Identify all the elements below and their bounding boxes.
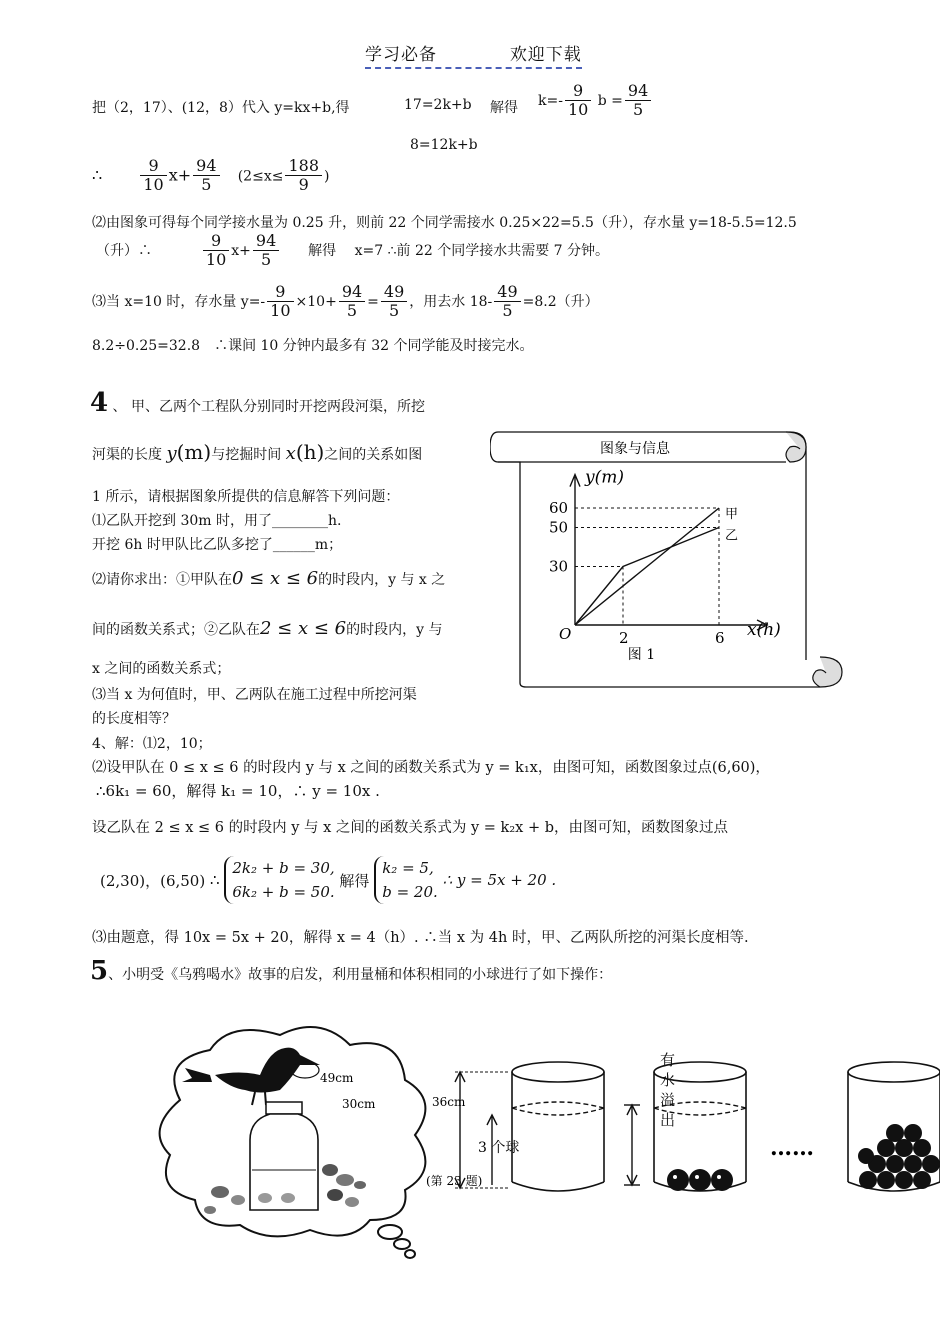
equation-system-1: 2k₂ + b = 30, 6k₂ + b = 50.: [224, 856, 334, 904]
sol3-part3-line1: ⑶当 x=10 时，存水量 y=- $\frac{9}{10}$ ×10+ $\frac{94}{5}$ = $\frac{49}{5}$ ，用去水 18- $\frac{49}{5}$ =8.2（升）: [92, 282, 599, 321]
series-line-1: [575, 508, 719, 625]
sol3-k-value: [538, 82, 653, 120]
sol3-eq2: 8=12k+b: [410, 137, 478, 153]
fraction: $\frac{9}{10}$: [203, 232, 229, 270]
y-tick-label: 50: [549, 518, 569, 537]
figure-label: (第 23 题): [426, 1174, 483, 1188]
y-tick-label: 60: [549, 499, 569, 517]
chart-plot: [549, 468, 781, 663]
ans4-line4: (2,30)，(6,50) ∴ 2k₂ + b = 30, 6k₂ + b = 50. 解得 k₂ = 5, b = 20. ∴ y = 5x + 20 .: [100, 856, 556, 904]
fraction: $\frac{94}{5}$: [253, 232, 279, 270]
sol3-text: 把（2，17）、(12，8）代入 y=kx+b,得: [92, 100, 350, 116]
q4-line10: 的长度相等？: [92, 711, 176, 727]
cylinder-3: [848, 1062, 940, 1191]
cylinder-1: [512, 1062, 604, 1191]
q4-line1: 、 甲、乙两个工程队分别同时开挖两段河渠，所挖: [112, 399, 425, 415]
label-49cm: 49cm: [320, 1071, 354, 1085]
q4-line9: ⑶当 x 为何值时，甲、乙两队在施工过程中所挖河渠: [92, 687, 417, 703]
q4-line8: x 之间的函数关系式；: [92, 661, 231, 677]
b-fraction: $\frac{94}{5}$: [625, 82, 651, 120]
figure-1-chart: [490, 425, 850, 695]
q4-line2: 河渠的长度 y(m)与挖掘时间 x(h)之间的关系如图: [92, 440, 423, 464]
y-tick-label: 30: [549, 557, 569, 576]
x-axis-label: x(h): [747, 620, 781, 640]
q4-line5: 开挖 6h 时甲队比乙队多挖了______m；: [92, 537, 343, 553]
ans4-line1: ⑵设甲队在 0 ≤ x ≤ 6 的时段内 y 与 x 之间的函数关系式为 y = k₁x，由图可知，函数图象过点(6,60)，: [92, 760, 770, 776]
x-tick-label: 2: [619, 629, 629, 647]
series-label-2: 乙: [725, 528, 739, 544]
q5-text: [90, 956, 612, 986]
x-tick-label: 6: [715, 629, 725, 647]
label-3-balls: 3 个球: [478, 1140, 520, 1156]
fraction: $\frac{49}{5}$: [494, 283, 520, 321]
q4-number: 4: [90, 388, 109, 418]
fraction: $\frac{9}{10}$: [140, 157, 166, 195]
q4-text-block: [90, 388, 425, 418]
ans4-line5: ⑶由题意，得 10x = 5x + 20，解得 x = 4（h）. ∴当 x 为 4h 时，甲、乙两队所挖的河渠长度相等.: [92, 930, 749, 946]
sol3-line1: [92, 97, 350, 117]
label-36cm: 36cm: [432, 1095, 466, 1109]
ellipsis: ……: [770, 1135, 814, 1161]
chart-title: 图象与信息: [600, 441, 670, 457]
sol3-part2-line1: ⑵由图象可得每个同学接水量为 0.25 升，则前 22 个同学需接水 0.25×22=5.5（升），存水量 y=18-5.5=12.5: [92, 215, 797, 231]
header-left: 学习必备: [365, 45, 437, 65]
jar-icon: [250, 1102, 318, 1210]
label-30cm: 30cm: [342, 1097, 376, 1111]
fraction: $\frac{94}{5}$: [339, 283, 365, 321]
chart-caption: 图 1: [627, 647, 656, 663]
q4-line7: 间的函数关系式；②乙队在2 ≤ x ≤ 6的时段内，y 与: [92, 618, 443, 639]
ans4-line2: ∴6k₁ = 60，解得 k₁ = 10，∴ y = 10x .: [96, 782, 380, 800]
sol3-part2-line2: （升）∴ $\frac{9}{10}$ x+ $\frac{94}{5}$ 解得 x=7 ∴前 22 个同学接水共需要 7 分钟。: [96, 231, 610, 270]
page-header: [365, 40, 582, 69]
q4-line6: ⑵请你求出：①甲队在0 ≤ x ≤ 6的时段内，y 与 x 之: [92, 568, 446, 589]
sol3-function: ∴ $\frac{9}{10}$ x+ $\frac{94}{5}$ (2≤x≤ $\frac{188}{9}$ ): [92, 156, 330, 195]
series-line-2: [575, 528, 719, 626]
header-right: 欢迎下载: [509, 45, 582, 65]
q5-number: 5: [90, 956, 109, 986]
equation-system-2: k₂ = 5, b = 20.: [374, 856, 438, 904]
origin-label: O: [559, 625, 572, 643]
k-prefix: k=-: [538, 92, 563, 109]
sol3-eq1: 17=2k+b: [404, 97, 472, 113]
q4-line4: ⑴乙队开挖到 30m 时，用了________h.: [92, 513, 342, 529]
ans4-head: 4、解：⑴2，10；: [92, 736, 212, 752]
fraction: $\frac{188}{9}$: [285, 157, 322, 195]
fraction: $\frac{94}{5}$: [193, 157, 219, 195]
fraction: $\frac{49}{5}$: [381, 283, 407, 321]
b-prefix: b =: [597, 92, 623, 109]
sol3-part3-line2: 8.2÷0.25=32.8 ∴课间 10 分钟内最多有 32 个同学能及时接完水。: [92, 338, 534, 354]
k-fraction: $\frac{9}{10}$: [565, 82, 591, 120]
therefore-symbol: ∴: [92, 165, 103, 185]
fraction: $\frac{9}{10}$: [267, 283, 293, 321]
q5-line: 、小明受《乌鸦喝水》故事的启发，利用量桶和体积相同的小球进行了如下操作：: [108, 967, 613, 983]
series-label-1: 甲: [725, 507, 739, 522]
y-axis-label: y(m): [585, 467, 624, 488]
q4-line3: 1 所示，请根据图象所提供的信息解答下列问题：: [92, 489, 400, 505]
sol3-solve-label: 解得: [490, 100, 518, 116]
ans4-line3: 设乙队在 2 ≤ x ≤ 6 的时段内 y 与 x 之间的函数关系式为 y = k₂x + b，由图可知，函数图象过点: [92, 820, 728, 836]
label-water-overflow: 有水溢出: [660, 1051, 676, 1129]
q5-illustration: [140, 1020, 940, 1260]
